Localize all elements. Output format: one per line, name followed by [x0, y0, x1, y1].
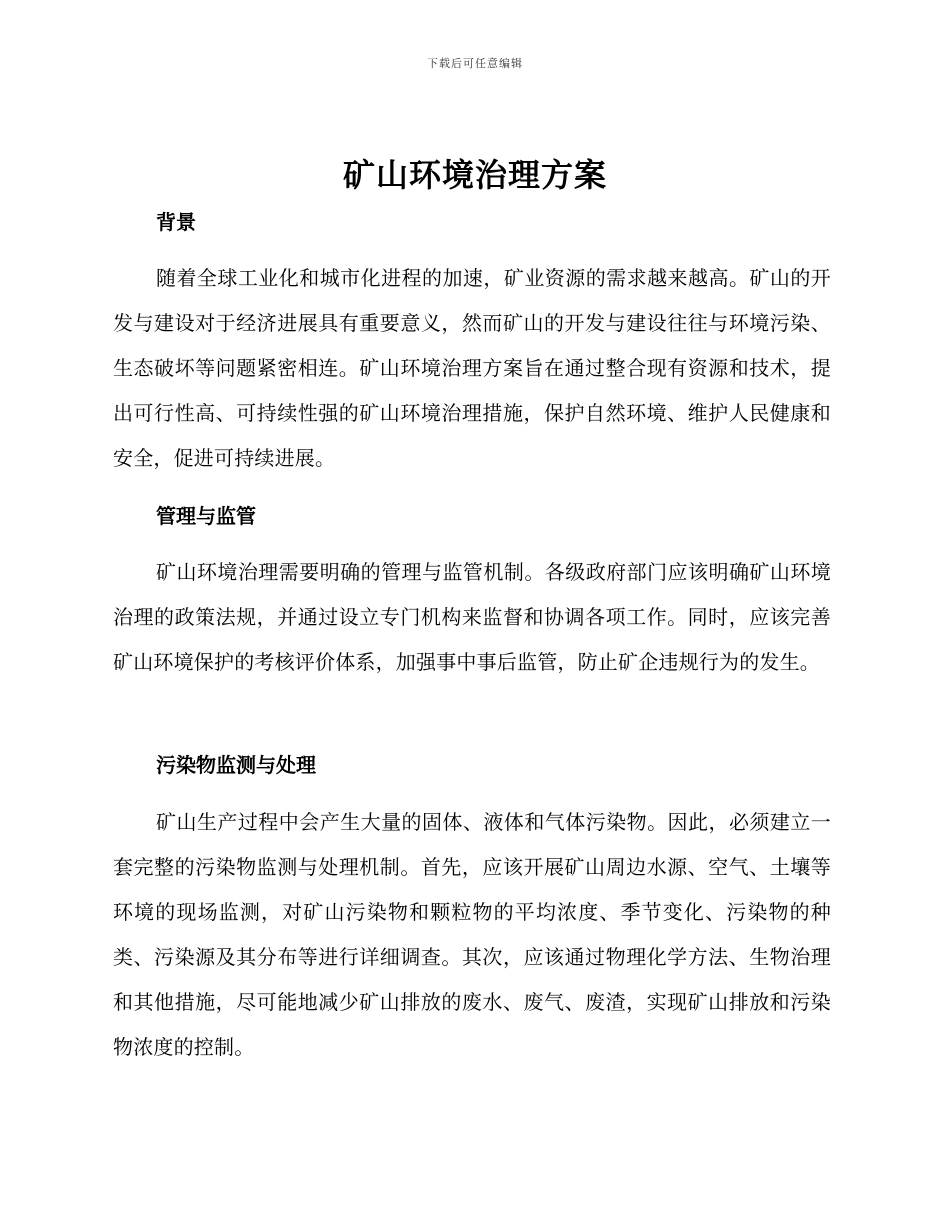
- section-paragraph: 矿山环境治理需要明确的管理与监管机制。各级政府部门应该明确矿山环境治理的政策法规，并通过设立专门机构来监督和协调各项工作。同时，应该完善矿山环境保护的考核评价体系，加强事中事后监管，防止矿企违规行为的发生。: [113, 560, 831, 674]
- header-note: 下载后可任意编辑: [427, 57, 523, 70]
- section-management-body: [113, 550, 831, 685]
- section-background-body: [113, 256, 831, 481]
- section-heading: 背景: [156, 210, 196, 234]
- document-title: 矿山环境治理方案: [342, 156, 607, 194]
- section-pollution: [113, 750, 831, 780]
- section-heading: 污染物监测与处理: [156, 753, 316, 777]
- section-heading: 管理与监管: [156, 504, 256, 528]
- section-pollution-body: [113, 800, 831, 1070]
- section-background: [113, 207, 831, 237]
- section-management: [113, 501, 831, 531]
- section-paragraph: 随着全球工业化和城市化进程的加速，矿业资源的需求越来越高。矿山的开发与建设对于经济进展具有重要意义，然而矿山的开发与建设往往与环境污染、生态破坏等问题紧密相连。矿山环境治理方案旨在通过整合现有资源和技术，提出可行性高、可持续性强的矿山环境治理措施，保护自然环境、维护人民健康和安全，促进可持续进展。: [113, 266, 831, 470]
- section-paragraph: 矿山生产过程中会产生大量的固体、液体和气体污染物。因此，必须建立一套完整的污染物监测与处理机制。首先，应该开展矿山周边水源、空气、土壤等环境的现场监测，对矿山污染物和颗粒物的平均浓度、季节变化、污染物的种类、污染源及其分布等进行详细调查。其次，应该通过物理化学方法、生物治理和其他措施，尽可能地减少矿山排放的废水、废气、废渣，实现矿山排放和污染物浓度的控制。: [113, 810, 831, 1059]
